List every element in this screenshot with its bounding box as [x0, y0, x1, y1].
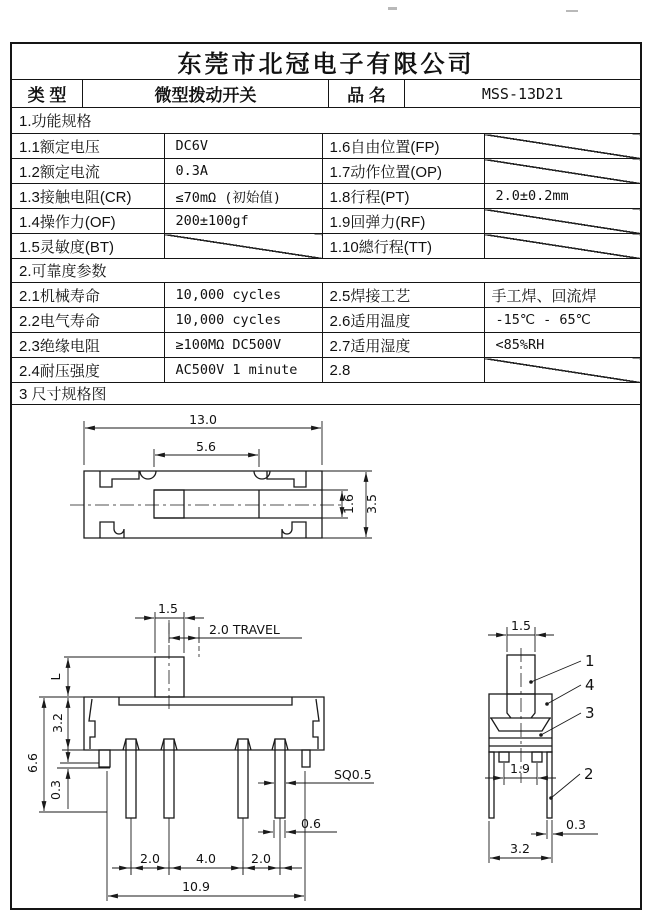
section1-title: 1.功能规格 — [11, 108, 641, 134]
callout-3-slider: 3 — [585, 704, 595, 722]
top-view-drawing — [70, 412, 379, 538]
dim-front-body-height: 3.2 — [50, 713, 65, 733]
spec-label-cell: 2.8 — [322, 358, 484, 383]
spec-value-cell: <85%RH — [484, 333, 641, 358]
dim-top-overall-width: 13.0 — [189, 412, 217, 427]
dimension-drawings — [12, 405, 640, 908]
spec-label-cell: 2.5焊接工艺 — [322, 283, 484, 308]
spec-label-cell: 1.8行程(PT) — [322, 184, 484, 209]
section3-title: 3 尺寸规格图 — [11, 383, 641, 405]
spec-value-cell-na — [484, 209, 641, 234]
spec-label-cell: 1.9回弹力(RF) — [322, 209, 484, 234]
spec-label-cell: 1.1额定电压 — [11, 134, 164, 159]
dim-front-standoff: 0.3 — [48, 780, 63, 800]
product-name-label: 品 名 — [329, 80, 405, 107]
callout-4-cover: 4 — [585, 676, 595, 694]
spec-value-cell: 10,000 cycles — [164, 283, 322, 308]
dim-front-pitch-1: 2.0 — [140, 851, 160, 866]
type-label: 类 型 — [12, 80, 83, 107]
dim-front-knob-width: 1.5 — [158, 601, 178, 616]
spec-table — [10, 42, 642, 910]
dim-side-leg-thickness: 0.3 — [566, 817, 586, 832]
dim-front-pitch-3: 2.0 — [251, 851, 271, 866]
spec-row — [11, 308, 641, 333]
section1-title-row — [11, 108, 641, 134]
spec-value-cell-na — [484, 134, 641, 159]
dim-side-base-width: 3.2 — [510, 841, 530, 856]
dim-top-slot-length: 5.6 — [196, 439, 216, 454]
section2-title: 2.可靠度参数 — [11, 259, 641, 283]
spec-row — [11, 358, 641, 383]
spec-label-cell: 1.4操作力(OF) — [11, 209, 164, 234]
dim-front-total-height: 6.6 — [25, 753, 40, 773]
spec-label-cell: 1.7动作位置(OP) — [322, 159, 484, 184]
side-view-drawing — [485, 618, 598, 863]
dim-front-travel: 2.0 TRAVEL — [209, 622, 280, 637]
datasheet-document — [10, 42, 642, 910]
spec-row — [11, 283, 641, 308]
company-title-row — [11, 43, 641, 80]
spec-label-cell: 1.10總行程(TT) — [322, 234, 484, 259]
company-title: 东莞市北冠电子有限公司 — [11, 43, 641, 80]
dim-front-pitch-2: 4.0 — [196, 851, 216, 866]
spec-label-cell: 1.3接触电阻(CR) — [11, 184, 164, 209]
spec-value-cell: 2.0±0.2mm — [484, 184, 641, 209]
spec-row — [11, 209, 641, 234]
spec-value-cell: -15℃ - 65℃ — [484, 308, 641, 333]
drawing-row — [11, 405, 641, 910]
dim-side-peg-pitch: 1.9 — [510, 761, 530, 776]
spec-label-cell: 2.7适用湿度 — [322, 333, 484, 358]
type-value: 微型拨动开关 — [83, 80, 329, 107]
dim-top-body-depth: 3.5 — [364, 494, 379, 514]
spec-value-cell: DC6V — [164, 134, 322, 159]
dim-front-pin-width: 0.6 — [301, 816, 321, 831]
spec-label-cell: 1.2额定电流 — [11, 159, 164, 184]
callout-2-terminal: 2 — [584, 765, 594, 783]
product-header-row — [11, 80, 641, 108]
spec-value-cell: 10,000 cycles — [164, 308, 322, 333]
spec-value-cell-na — [484, 234, 641, 259]
dim-front-span: 10.9 — [182, 879, 210, 894]
scan-artifact — [388, 7, 397, 10]
section2-title-row — [11, 259, 641, 283]
dim-side-knob-width: 1.5 — [511, 618, 531, 633]
spec-label-cell: 2.6适用温度 — [322, 308, 484, 333]
spec-label-cell: 1.5灵敏度(BT) — [11, 234, 164, 259]
front-view-drawing — [25, 601, 374, 901]
spec-row — [11, 234, 641, 259]
spec-value-cell-na — [484, 159, 641, 184]
dim-top-slider-width: 1.6 — [341, 494, 356, 514]
spec-value-cell: ≥100MΩ DC500V — [164, 333, 322, 358]
spec-value-cell: 手工焊、回流焊 — [484, 283, 641, 308]
spec-value-cell-na — [484, 358, 641, 383]
spec-label-cell: 1.6自由位置(FP) — [322, 134, 484, 159]
spec-row — [11, 159, 641, 184]
callout-1-knob: 1 — [585, 652, 595, 670]
dim-front-knob-height: L — [48, 673, 63, 681]
spec-label-cell: 2.1机械寿命 — [11, 283, 164, 308]
spec-value-cell: 0.3A — [164, 159, 322, 184]
spec-label-cell: 2.4耐压强度 — [11, 358, 164, 383]
spec-label-cell: 2.2电气寿命 — [11, 308, 164, 333]
spec-row — [11, 333, 641, 358]
section3-title-row — [11, 383, 641, 405]
dim-front-pin-square: SQ0.5 — [334, 767, 372, 782]
spec-row — [11, 184, 641, 209]
product-name-value: MSS-13D21 — [481, 84, 564, 103]
spec-value-cell: AC500V 1 minute — [164, 358, 322, 383]
scan-artifact — [566, 10, 578, 12]
spec-value-cell: ≤70mΩ (初始值) — [164, 184, 322, 209]
spec-value-cell: 200±100gf — [164, 209, 322, 234]
spec-value-cell-na — [164, 234, 322, 259]
spec-label-cell: 2.3绝缘电阻 — [11, 333, 164, 358]
spec-row — [11, 134, 641, 159]
